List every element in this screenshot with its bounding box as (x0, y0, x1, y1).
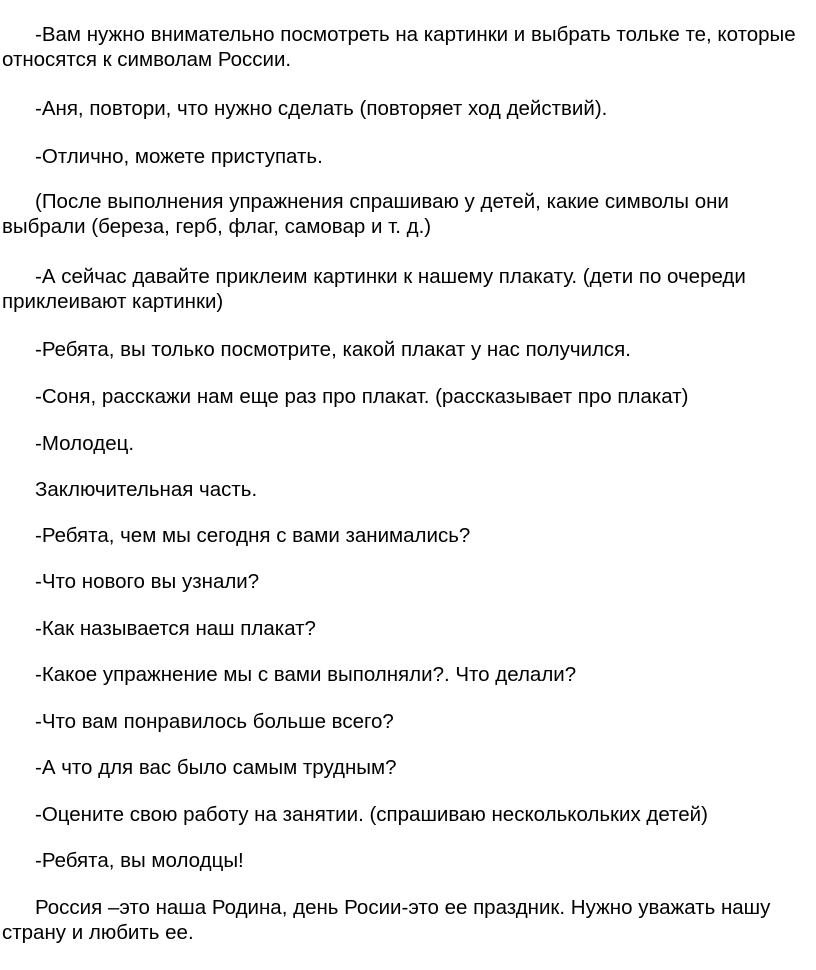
paragraph-5: -А сейчас давайте приклеим картинки к нашему плакату. (дети по очереди приклеивают картинки) (2, 265, 746, 313)
paragraph-14: -Что вам понравилось больше всего? (35, 710, 394, 733)
paragraph-15: -А что для вас было самым трудным? (35, 756, 397, 779)
paragraph-4: (После выполнения упражнения спрашиваю у детей, какие символы они выбрали (береза, герб, флаг, самовар и т. д.) (2, 190, 729, 238)
section-heading: Заключительная часть. (35, 478, 258, 501)
paragraph-8: -Молодец. (35, 432, 135, 455)
paragraph-6: -Ребята, вы только посмотрите, какой плакат у нас получился. (35, 338, 631, 361)
paragraph-11: -Что нового вы узнали? (35, 570, 260, 593)
paragraph-16: -Оцените свою работу на занятии. (спрашиваю несколькольких детей) (35, 803, 708, 826)
paragraph-18: Россия –это наша Родина, день Росии-это ее праздник. Нужно уважать нашу страну и любить ее. (2, 896, 771, 944)
paragraph-3: -Отлично, можете приступать. (35, 145, 323, 168)
paragraph-10: -Ребята, чем мы сегодня с вами занимались? (35, 524, 471, 547)
paragraph-13: -Какое упражнение мы с вами выполняли?. Что делали? (35, 663, 577, 686)
paragraph-17: -Ребята, вы молодцы! (35, 849, 244, 872)
paragraph-7: -Соня, расскажи нам еще раз про плакат. (рассказывает про плакат) (35, 385, 689, 408)
paragraph-2: -Аня, повтори, что нужно сделать (повторяет ход действий). (35, 97, 608, 120)
paragraph-12: -Как называется наш плакат? (35, 617, 316, 640)
paragraph-1: -Вам нужно внимательно посмотреть на картинки и выбрать тольке те, которые относятся к символам России. (2, 23, 796, 71)
